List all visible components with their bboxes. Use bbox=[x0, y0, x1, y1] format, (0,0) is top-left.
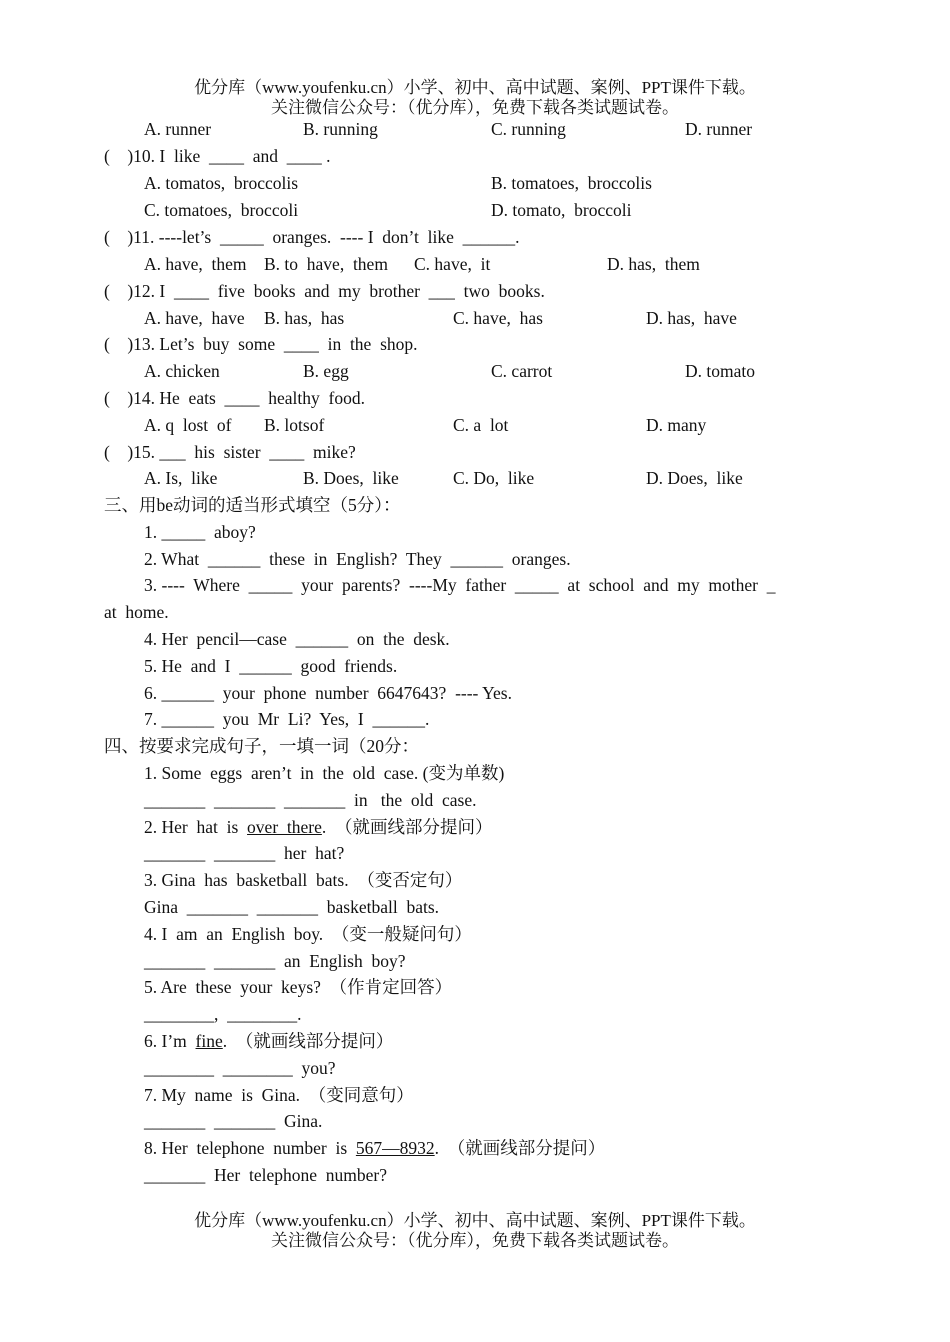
s4-q3-question: 3. Gina has basketball bats. （变否定句） bbox=[144, 870, 463, 890]
s4-q8-question bbox=[144, 1137, 605, 1159]
s4-q5-answer: ________, ________. bbox=[144, 1004, 302, 1024]
s4-q6-question bbox=[144, 1030, 393, 1052]
section3-item-4: 4. Her pencil—case ______ on the desk. bbox=[144, 629, 450, 649]
header-line-1: 优分库（www.youfenku.cn）小学、初中、高中试题、案例、PPT课件下载。 bbox=[194, 78, 756, 97]
q10-option-c: C. tomatoes, broccoli bbox=[144, 200, 299, 220]
q10-option-d: D. tomato, broccoli bbox=[491, 200, 632, 220]
s4-q2-pre: 2. Her hat is bbox=[144, 817, 248, 837]
q9-option-b: B. running bbox=[303, 119, 378, 139]
s4-q6-post: . （就画线部分提问） bbox=[222, 1031, 394, 1051]
q12-option-a: A. have, have bbox=[144, 308, 245, 328]
s4-q2-underlined: over there bbox=[247, 817, 322, 837]
s4-q5-question: 5. Are these your keys? （作肯定回答） bbox=[144, 977, 453, 997]
footer-line-2: 关注微信公众号：（优分库），免费下载各类试题试卷。 bbox=[271, 1231, 679, 1250]
section3-title: 三、用be动词的适当形式填空（5分）： bbox=[104, 495, 401, 515]
s4-q8-post: . （就画线部分提问） bbox=[434, 1138, 606, 1158]
q10-stem: ( )10. I like ____ and ____ . bbox=[104, 146, 331, 166]
s4-q6-answer: ________ ________ you? bbox=[144, 1058, 336, 1078]
section3-item-3: 3. ---- Where _____ your parents? ----My father _____ at school and my mother _ bbox=[144, 575, 776, 595]
s4-q1-question: 1. Some eggs aren’t in the old case. (变为单数) bbox=[144, 763, 505, 783]
s4-q7-answer: _______ _______ Gina. bbox=[144, 1111, 323, 1131]
section4-title: 四、按要求完成句子，一填一词（20分： bbox=[104, 736, 419, 756]
footer-line-1: 优分库（www.youfenku.cn）小学、初中、高中试题、案例、PPT课件下载。 bbox=[194, 1211, 756, 1230]
s4-q4-question: 4. I am an English boy. （变一般疑问句） bbox=[144, 924, 472, 944]
q11-option-d: D. has, them bbox=[607, 254, 700, 274]
s4-q2-post: . （就画线部分提问） bbox=[321, 817, 493, 837]
header-line-2: 关注微信公众号：（优分库），免费下载各类试题试卷。 bbox=[271, 98, 679, 117]
q15-option-b: B. Does, like bbox=[303, 468, 399, 488]
q10-option-b: B. tomatoes, broccolis bbox=[491, 173, 652, 193]
section3-item-7: 7. ______ you Mr Li? Yes, I ______. bbox=[144, 709, 430, 729]
q13-option-d: D. tomato bbox=[685, 361, 755, 381]
q15-stem: ( )15. ___ his sister ____ mike? bbox=[104, 442, 356, 462]
q14-option-a: A. q lost of bbox=[144, 415, 232, 435]
section3-item-1: 1. _____ aboy? bbox=[144, 522, 256, 542]
s4-q8-underlined: 567—8932 bbox=[355, 1138, 435, 1158]
s4-q7-question: 7. My name is Gina. （变同意句） bbox=[144, 1085, 414, 1105]
s4-q6-pre: 6. I’m bbox=[144, 1031, 196, 1051]
q10-option-a: A. tomatos, broccolis bbox=[144, 173, 299, 193]
q13-option-a: A. chicken bbox=[144, 361, 220, 381]
q12-option-b: B. has, has bbox=[264, 308, 345, 328]
q9-option-a: A. runner bbox=[144, 119, 212, 139]
q11-option-c: C. have, it bbox=[414, 254, 491, 274]
s4-q3-answer: Gina _______ _______ basketball bats. bbox=[144, 897, 440, 917]
q15-option-a: A. Is, like bbox=[144, 468, 218, 488]
q13-option-c: C. carrot bbox=[491, 361, 553, 381]
s4-q8-pre: 8. Her telephone number is bbox=[144, 1138, 356, 1158]
q11-option-b: B. to have, them bbox=[264, 254, 388, 274]
q12-stem: ( )12. I ____ five books and my brother ___ two books. bbox=[104, 281, 545, 301]
q11-option-a: A. have, them bbox=[144, 254, 247, 274]
q15-option-c: C. Do, like bbox=[453, 468, 535, 488]
q14-option-c: C. a lot bbox=[453, 415, 509, 435]
q12-option-c: C. have, has bbox=[453, 308, 543, 328]
q13-stem: ( )13. Let’s buy some ____ in the shop. bbox=[104, 334, 418, 354]
s4-q6-underlined: fine bbox=[195, 1031, 223, 1051]
section3-item-2: 2. What ______ these in English? They ______ oranges. bbox=[144, 549, 571, 569]
s4-q2-question bbox=[144, 816, 493, 838]
s4-q1-answer: _______ _______ _______ in the old case. bbox=[144, 790, 477, 810]
q11-stem: ( )11. ----let’s _____ oranges. ---- I don’t like ______. bbox=[104, 227, 520, 247]
q9-option-d: D. runner bbox=[685, 119, 753, 139]
q13-option-b: B. egg bbox=[303, 361, 349, 381]
section3-item-3-cont: at home. bbox=[104, 602, 169, 622]
q12-option-d: D. has, have bbox=[646, 308, 737, 328]
s4-q2-answer: _______ _______ her hat? bbox=[144, 843, 345, 863]
q14-option-d: D. many bbox=[646, 415, 707, 435]
q9-option-c: C. running bbox=[491, 119, 566, 139]
q14-option-b: B. lotsof bbox=[264, 415, 325, 435]
s4-q8-answer: _______ Her telephone number? bbox=[144, 1165, 387, 1185]
s4-q4-answer: _______ _______ an English boy? bbox=[144, 951, 406, 971]
q14-stem: ( )14. He eats ____ healthy food. bbox=[104, 388, 365, 408]
section3-item-6: 6. ______ your phone number 6647643? ---- Yes. bbox=[144, 683, 512, 703]
section3-item-5: 5. He and I ______ good friends. bbox=[144, 656, 398, 676]
q15-option-d: D. Does, like bbox=[646, 468, 743, 488]
